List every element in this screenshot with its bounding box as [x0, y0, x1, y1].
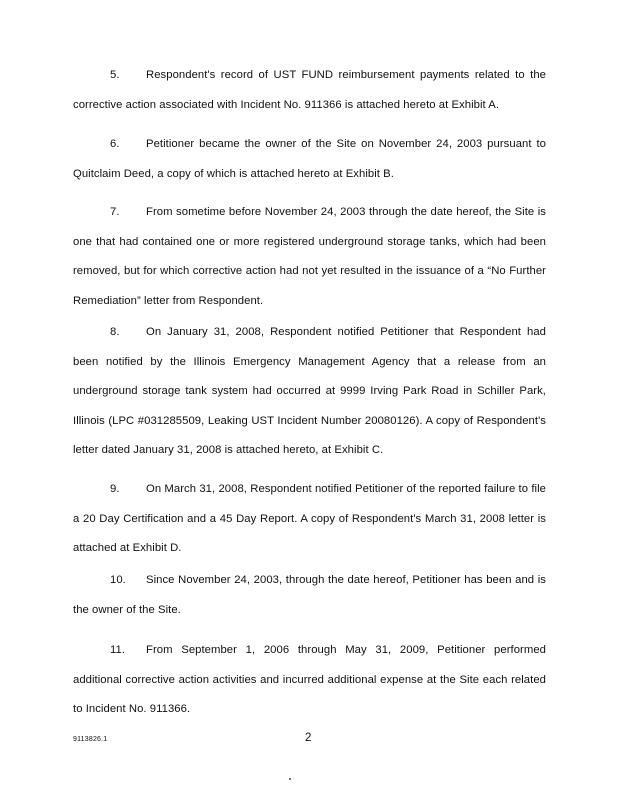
paragraph-text: Respondent's record of UST FUND reimbursement payments related to the corrective action associated with Incident No. 911366 is attached hereto at Exhibit A. [73, 69, 546, 111]
paragraph-6 [73, 130, 546, 189]
page-number: 2 [305, 732, 312, 744]
footer-document-id: 9113826.1 [73, 736, 108, 743]
paragraph-9 [73, 475, 546, 564]
paragraph-text: From sometime before November 24, 2003 through the date hereof, the Site is one that had contained one or more registered underground storage tanks, which had been removed, but for which corrective action had not yet resulted in the issuance of a “No Further Remediation” letter from Respondent. [73, 206, 546, 307]
paragraph-11 [73, 636, 546, 725]
paragraph-5 [73, 61, 546, 120]
scan-speck [289, 778, 291, 780]
paragraph-7 [73, 198, 546, 316]
paragraph-number: 9. [110, 483, 120, 495]
paragraph-number: 6. [110, 138, 120, 150]
paragraph-number: 8. [110, 326, 120, 338]
paragraph-text: On January 31, 2008, Respondent notified Petitioner that Respondent had been notified by the Illinois Emergency Management Agency that a release from an underground storage tank system had occurred at 9999 Irving Park Road in Schiller Park, Illinois (LPC #031285509, Leaking UST Incident Number 20080126). A copy of Respondent's letter dated January 31, 2008 is attached hereto, at Exhibit C. [73, 326, 546, 456]
paragraph-text: On March 31, 2008, Respondent notified Petitioner of the reported failure to file a 20 Day Certification and a 45 Day Report. A copy of Respondent's March 31, 2008 letter is attached at Exhibit D. [73, 483, 546, 554]
paragraph-text: From September 1, 2006 through May 31, 2009, Petitioner performed additional corrective action activities and incurred additional expense at the Site each related to Incident No. 911366. [73, 644, 546, 715]
paragraph-text: Petitioner became the owner of the Site on November 24, 2003 pursuant to Quitclaim Deed, a copy of which is attached hereto at Exhibit B. [73, 138, 546, 180]
paragraph-number: 5. [110, 69, 120, 81]
paragraph-number: 10. [110, 574, 126, 586]
paragraph-number: 11. [110, 644, 126, 656]
paragraph-number: 7. [110, 206, 120, 218]
paragraph-10 [73, 566, 546, 625]
paragraph-text: Since November 24, 2003, through the date hereof, Petitioner has been and is the owner of the Site. [73, 574, 546, 616]
paragraph-8 [73, 318, 546, 466]
